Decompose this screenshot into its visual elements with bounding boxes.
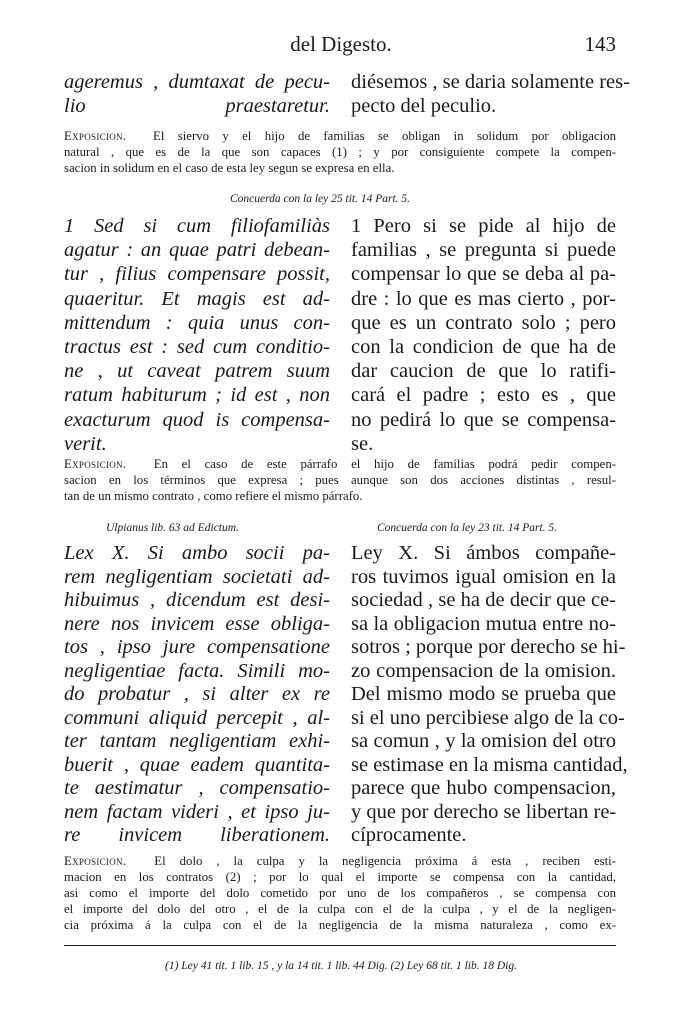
text-line: communi aliquid percepit , al-	[64, 706, 330, 729]
text-line: nere nos invicem esse obliga-	[64, 612, 330, 635]
exposicion-2	[64, 456, 616, 504]
text-line: hibuimus , dicendum est desi-	[64, 589, 330, 611]
text-line: sacion en los términos que expresa ; pues aunque son dos acciones distintas , resul-	[64, 473, 616, 487]
text-line: cia próxima á la culpa con el de la negligencia de la misma naturaleza , como ex-	[64, 918, 616, 932]
text-line: que es un contrato solo ; pero	[351, 311, 616, 334]
text-line: tos , ipso jure compensatione	[64, 636, 330, 658]
text-line: dre : lo que es mas cierto , por-	[351, 287, 616, 310]
page-number: 143	[584, 32, 616, 56]
text-line: macion en los contratos (2) ; por lo qual el importe se compensa con la cantidad,	[64, 870, 616, 884]
spanish-ley-x	[351, 542, 628, 848]
text-line: si el uno percibiese algo de la co-	[351, 706, 625, 729]
source-note: Ulpianus lib. 63 ad Edictum.	[106, 522, 239, 534]
text-line: tur , filius compensare possit,	[64, 263, 330, 286]
text-line: negligentiae facta. Simili mo-	[64, 659, 330, 682]
footnote-rule	[64, 945, 616, 946]
latin-continuation	[64, 70, 330, 118]
spanish-paragraph-1	[351, 214, 616, 456]
text-line: ros tuvimos igual omision en la	[351, 565, 616, 588]
text-line: se estimase en la misma cantidad,	[351, 753, 628, 776]
text-line: lio praestaretur.	[64, 95, 330, 117]
running-title: del Digesto.	[290, 32, 392, 56]
text-line: sotros ; porque por derecho se hi-	[351, 636, 626, 658]
concordance-note: Concuerda con la ley 25 tit. 14 Part. 5.	[230, 193, 411, 205]
text-fragment: El siervo y el hijo de familias se obligan in solidum por obligacion	[153, 129, 616, 143]
text-line: 1 Sed si cum filiofamiliàs	[64, 215, 330, 237]
text-line: rem negligentiam societati ad-	[64, 565, 330, 588]
text-line: cará el padre ; esto es , que	[351, 384, 616, 407]
text-line: dar caucion de que lo ratifi-	[351, 360, 616, 383]
text-line: ratum habiturum ; id est , non	[64, 384, 330, 407]
text-line: 1 Pero si se pide al hijo de	[351, 215, 616, 237]
text-line	[64, 128, 616, 144]
text-line: quaeritur. Et magis est ad-	[64, 287, 330, 310]
text-line: verit.	[64, 432, 107, 455]
text-line	[64, 456, 616, 472]
text-line: compensar lo que se deba al pa-	[351, 263, 616, 286]
text-line: do probatur , si alter ex re	[64, 683, 330, 705]
text-line: re invicem liberationem.	[64, 824, 330, 846]
exposicion-label: Exposicion.	[64, 129, 127, 143]
text-line: con la condicion de que ha de	[351, 336, 616, 359]
text-line: natural , que es de la que son capaces (1) ; y por consiguiente compete la compen-	[64, 145, 616, 159]
text-line: parece que hubo compensacion,	[351, 777, 616, 799]
text-line: buerit , quae eadem quantita-	[64, 753, 330, 776]
concordance-note: Concuerda con la ley 23 tit. 14 Part. 5.	[377, 522, 558, 534]
text-fragment: En el caso de este párrafo el hijo de familias podrá pedir compen-	[153, 457, 616, 471]
text-line	[64, 853, 616, 869]
text-line: familias , se pregunta si puede	[351, 239, 616, 262]
exposicion-3	[64, 853, 616, 933]
text-line: ne , ut caveat patrem suum	[64, 360, 330, 383]
exposicion-label: Exposicion.	[64, 457, 127, 471]
text-line: pecto del peculio.	[351, 95, 497, 117]
text-line: diésemos , se daria solamente res-	[351, 71, 630, 93]
text-line: cíprocamente.	[351, 824, 467, 846]
text-line: mittendum : quia unus con-	[64, 311, 330, 334]
text-line: no pedirá lo que se compensa-	[351, 408, 616, 431]
text-line: tractus est : sed cum conditio-	[64, 336, 330, 359]
text-line: sociedad , se ha de decir que ce-	[351, 589, 616, 611]
text-line: sa comun , y la omision del otro	[351, 730, 616, 752]
exposicion-1	[64, 128, 616, 176]
spanish-continuation	[351, 70, 630, 118]
text-line: exacturum quod is compensa-	[64, 408, 330, 431]
text-line: Del mismo modo se prueba que	[351, 683, 616, 705]
exposicion-label: Exposicion.	[64, 854, 127, 868]
text-line: ter tantam negligentiam exhi-	[64, 730, 330, 752]
text-line: el importe del dolo del otro , el de la culpa con el de la culpa , y el de la negligen-	[64, 902, 616, 916]
text-line: nem factam videri , et ipso ju-	[64, 800, 330, 823]
text-line: tan de un mismo contrato , como refiere el mismo párrafo.	[64, 489, 363, 503]
text-line: Ley X. Si ámbos compañe-	[351, 542, 616, 564]
text-line: sacion in solidum en el caso de esta ley segun se expresa en ella.	[64, 161, 395, 175]
latin-lex-x	[64, 542, 330, 848]
footnotes: (1) Ley 41 tit. 1 lib. 15 , y la 14 tit. 1 lib. 44 Dig. (2) Ley 68 tit. 1 lib. 18 Dig.	[164, 960, 517, 972]
latin-paragraph-1	[64, 214, 330, 456]
text-line: zo compensacion de la omision.	[351, 659, 616, 682]
text-fragment: El dolo , la culpa y la negligencia próxima á esta , reciben esti-	[154, 854, 617, 868]
text-line: sa la obligacion mutua entre no-	[351, 612, 616, 635]
text-line: Lex X. Si ambo socii pa-	[64, 542, 330, 564]
text-line: se.	[351, 432, 374, 455]
text-line: te aestimatur , compensatio-	[64, 777, 330, 799]
text-line: agatur : an quae patri debean-	[64, 239, 330, 262]
text-line: y que por derecho se libertan re-	[351, 800, 617, 823]
text-line: ageremus , dumtaxat de pecu-	[64, 71, 330, 93]
text-line: asi como el importe del dolo cometido por uno de los compañeros , se compensa con	[64, 886, 616, 900]
